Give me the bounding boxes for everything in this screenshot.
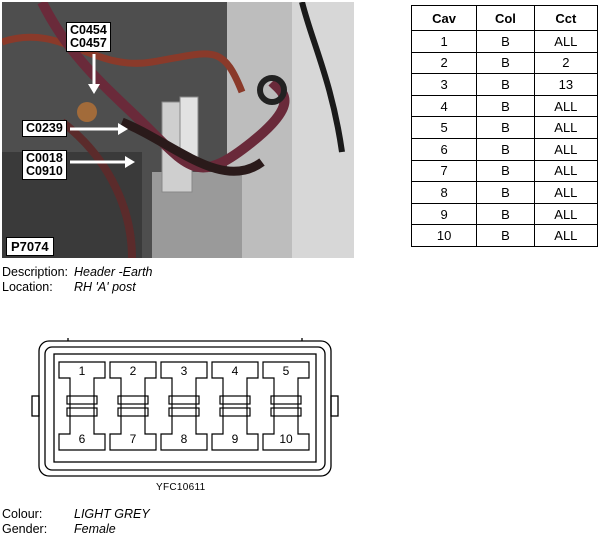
gender-line bbox=[2, 522, 150, 537]
table-row bbox=[412, 31, 598, 53]
colour-line bbox=[2, 507, 150, 522]
pin-label-2: 2 bbox=[129, 364, 137, 378]
cell-col: B bbox=[477, 74, 535, 96]
cell-cav: 5 bbox=[412, 117, 477, 139]
callout-c0454: C0454 bbox=[70, 23, 107, 37]
gender-value: Female bbox=[74, 522, 116, 536]
cell-cct: ALL bbox=[534, 203, 597, 225]
cell-cct: ALL bbox=[534, 182, 597, 204]
colour-value: LIGHT GREY bbox=[74, 507, 150, 521]
table-row bbox=[412, 95, 598, 117]
cell-cav: 3 bbox=[412, 74, 477, 96]
cell-cav: 7 bbox=[412, 160, 477, 182]
connector-part-number: YFC10611 bbox=[156, 482, 206, 493]
pin-label-5: 5 bbox=[282, 364, 290, 378]
pin-label-3: 3 bbox=[180, 364, 188, 378]
location-line bbox=[2, 280, 153, 295]
cell-cav: 9 bbox=[412, 203, 477, 225]
cell-cct: ALL bbox=[534, 117, 597, 139]
cell-cct: ALL bbox=[534, 138, 597, 160]
cell-col: B bbox=[477, 95, 535, 117]
cell-cav: 6 bbox=[412, 138, 477, 160]
callout-c0239-label: C0239 bbox=[26, 121, 63, 135]
callout-arrows bbox=[2, 2, 354, 258]
table-row bbox=[412, 74, 598, 96]
pin-label-6: 6 bbox=[78, 432, 86, 446]
cell-col: B bbox=[477, 31, 535, 53]
location-value: RH 'A' post bbox=[74, 280, 136, 294]
table-row bbox=[412, 138, 598, 160]
cell-cct: ALL bbox=[534, 31, 597, 53]
cell-col: B bbox=[477, 52, 535, 74]
description-label: Description: bbox=[2, 265, 68, 279]
cell-col: B bbox=[477, 160, 535, 182]
table-row bbox=[412, 52, 598, 74]
cell-col: B bbox=[477, 138, 535, 160]
colour-label: Colour: bbox=[2, 507, 43, 521]
cell-col: B bbox=[477, 225, 535, 247]
cell-cct: ALL bbox=[534, 225, 597, 247]
pin-label-7: 7 bbox=[129, 432, 137, 446]
pin-label-9: 9 bbox=[231, 432, 239, 446]
table-row bbox=[412, 225, 598, 247]
table-header-row bbox=[412, 6, 598, 31]
table-row bbox=[412, 117, 598, 139]
connector-face-diagram bbox=[30, 338, 342, 478]
header-cct: Cct bbox=[534, 6, 597, 31]
callout-c0018: C0018 bbox=[26, 151, 63, 165]
cell-cav: 1 bbox=[412, 31, 477, 53]
colour-gender-block bbox=[2, 507, 150, 537]
cell-cav: 10 bbox=[412, 225, 477, 247]
pin-label-4: 4 bbox=[231, 364, 239, 378]
cell-cct: ALL bbox=[534, 160, 597, 182]
cell-col: B bbox=[477, 117, 535, 139]
pin-label-1: 1 bbox=[78, 364, 86, 378]
description-line bbox=[2, 265, 153, 280]
cell-cct: 13 bbox=[534, 74, 597, 96]
pin-label-10: 10 bbox=[279, 432, 293, 446]
gender-label: Gender: bbox=[2, 522, 48, 536]
table-row bbox=[412, 182, 598, 204]
cell-cct: ALL bbox=[534, 95, 597, 117]
description-value: Header -Earth bbox=[74, 265, 153, 279]
location-label: Location: bbox=[2, 280, 53, 294]
header-cav: Cav bbox=[412, 6, 477, 31]
cavity-table bbox=[411, 5, 598, 247]
header-col: Col bbox=[477, 6, 535, 31]
cell-col: B bbox=[477, 182, 535, 204]
pin-label-8: 8 bbox=[180, 432, 188, 446]
harness-photo bbox=[2, 2, 354, 258]
description-block bbox=[2, 265, 153, 295]
cell-col: B bbox=[477, 203, 535, 225]
callout-c0457: C0457 bbox=[70, 36, 107, 50]
table-row bbox=[412, 203, 598, 225]
photo-id: P7074 bbox=[6, 237, 54, 256]
table-row bbox=[412, 160, 598, 182]
callout-c0910: C0910 bbox=[26, 164, 63, 178]
cell-cct: 2 bbox=[534, 52, 597, 74]
cell-cav: 8 bbox=[412, 182, 477, 204]
cell-cav: 4 bbox=[412, 95, 477, 117]
cell-cav: 2 bbox=[412, 52, 477, 74]
